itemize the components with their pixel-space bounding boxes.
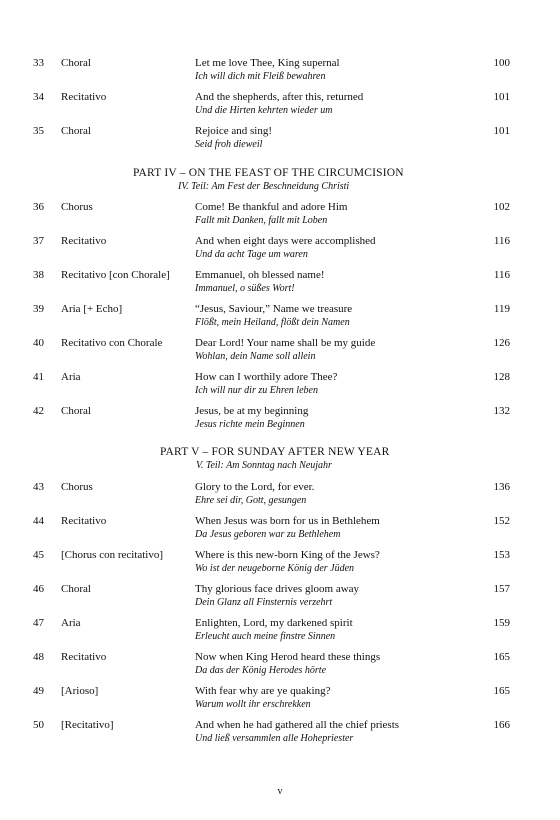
- part-subtitle: V. Teil: Am Sonntag nach Neujahr: [196, 460, 332, 471]
- list-item: [0, 337, 560, 371]
- list-item: [0, 515, 560, 549]
- movement-number: 50: [33, 719, 44, 731]
- page-number: 136: [493, 481, 510, 493]
- movement-type: Recitativo: [61, 91, 107, 103]
- list-item: [0, 201, 560, 235]
- part-title: PART V – FOR SUNDAY AFTER NEW YEAR: [160, 446, 390, 458]
- movement-number: 41: [33, 371, 44, 383]
- page-number: 153: [493, 549, 510, 561]
- list-item: [0, 371, 560, 405]
- movement-number: 40: [33, 337, 44, 349]
- page-number: 116: [493, 269, 510, 281]
- page-number: 100: [493, 57, 510, 69]
- list-item: [0, 549, 560, 583]
- movement-type: Recitativo con Chorale: [61, 337, 163, 349]
- german-title: Jesus richte mein Beginnen: [195, 419, 305, 430]
- german-title: Ehre sei dir, Gott, gesungen: [195, 495, 307, 506]
- english-title: Emmanuel, oh blessed name!: [195, 269, 325, 281]
- part-subtitle: IV. Teil: Am Fest der Beschneidung Christi: [178, 181, 350, 192]
- part-heading: [0, 446, 560, 476]
- german-title: Ich will nur dir zu Ehren leben: [195, 385, 318, 396]
- part-title: PART IV – ON THE FEAST OF THE CIRCUMCISION: [133, 167, 404, 179]
- english-title: Jesus, be at my beginning: [195, 405, 309, 417]
- movement-number: 47: [33, 617, 44, 629]
- page-number: 165: [493, 651, 510, 663]
- german-title: Ich will dich mit Fleiß bewahren: [195, 71, 326, 82]
- english-title: And when eight days were accomplished: [195, 235, 376, 247]
- movement-type: Choral: [61, 405, 91, 417]
- german-title: Da das der König Herodes hörte: [195, 665, 327, 676]
- german-title: Wohlan, dein Name soll allein: [195, 351, 316, 362]
- list-item: [0, 583, 560, 617]
- english-title: Enlighten, Lord, my darkened spirit: [195, 617, 353, 629]
- page-number: 119: [493, 303, 510, 315]
- german-title: Seid froh dieweil: [195, 139, 263, 150]
- movement-type: Recitativo [con Chorale]: [61, 269, 170, 281]
- english-title: Glory to the Lord, for ever.: [195, 481, 315, 493]
- movement-number: 38: [33, 269, 44, 281]
- page-number: 128: [493, 371, 510, 383]
- page-number: 116: [493, 235, 510, 247]
- german-title: Flößt, mein Heiland, flößt dein Namen: [195, 317, 350, 328]
- english-title: When Jesus was born for us in Bethlehem: [195, 515, 380, 527]
- movement-type: Recitativo: [61, 651, 107, 663]
- movement-type: Chorus: [61, 201, 93, 213]
- english-title: “Jesus, Saviour,” Name we treasure: [195, 303, 353, 315]
- part-heading: [0, 167, 560, 197]
- movement-number: 46: [33, 583, 44, 595]
- english-title: With fear why are ye quaking?: [195, 685, 331, 697]
- german-title: Warum wollt ihr erschrekken: [195, 699, 311, 710]
- movement-type: [Arioso]: [61, 685, 99, 697]
- movement-number: 43: [33, 481, 44, 493]
- english-title: Come! Be thankful and adore Him: [195, 201, 348, 213]
- list-item: [0, 57, 560, 91]
- page-number: 101: [493, 91, 510, 103]
- movement-number: 45: [33, 549, 44, 561]
- german-title: Wo ist der neugeborne König der Jüden: [195, 563, 355, 574]
- page-number: 165: [493, 685, 510, 697]
- movement-number: 36: [33, 201, 44, 213]
- page-number: 126: [493, 337, 510, 349]
- list-item: [0, 235, 560, 269]
- page-number: 152: [493, 515, 510, 527]
- movement-number: 44: [33, 515, 44, 527]
- movement-number: 39: [33, 303, 44, 315]
- german-title: Erleucht auch meine finstre Sinnen: [195, 631, 336, 642]
- folio: v: [277, 786, 283, 797]
- page-number: 157: [493, 583, 510, 595]
- list-item: [0, 481, 560, 515]
- page-number: 159: [493, 617, 510, 629]
- german-title: Dein Glanz all Finsternis verzehrt: [195, 597, 333, 608]
- movement-type: [Chorus con recitativo]: [61, 549, 164, 561]
- german-title: Und da acht Tage um waren: [195, 249, 308, 260]
- movement-type: Aria: [61, 371, 81, 383]
- english-title: And when he had gathered all the chief priests: [195, 719, 400, 731]
- german-title: Und ließ versammlen alle Hohepriester: [195, 733, 354, 744]
- movement-type: Recitativo: [61, 235, 107, 247]
- german-title: Fallt mit Danken, fallt mit Loben: [195, 215, 328, 226]
- english-title: Where is this new-born King of the Jews?: [195, 549, 380, 561]
- page-number: 132: [493, 405, 510, 417]
- list-item: [0, 405, 560, 439]
- english-title: Rejoice and sing!: [195, 125, 272, 137]
- movement-type: Choral: [61, 125, 91, 137]
- list-item: [0, 685, 560, 719]
- movement-number: 49: [33, 685, 44, 697]
- english-title: And the shepherds, after this, returned: [195, 91, 364, 103]
- movement-type: Aria: [61, 617, 81, 629]
- movement-number: 42: [33, 405, 44, 417]
- german-title: Da Jesus geboren war zu Bethlehem: [195, 529, 341, 540]
- page-number: 166: [493, 719, 510, 731]
- english-title: Let me love Thee, King supernal: [195, 57, 340, 69]
- page-number: 102: [493, 201, 510, 213]
- list-item: [0, 617, 560, 651]
- movement-type: [Recitativo]: [61, 719, 114, 731]
- movement-type: Choral: [61, 583, 91, 595]
- german-title: Und die Hirten kehrten wieder um: [195, 105, 333, 116]
- list-item: [0, 125, 560, 159]
- list-item: [0, 719, 560, 753]
- movement-number: 34: [33, 91, 44, 103]
- list-item: [0, 303, 560, 337]
- movement-type: Choral: [61, 57, 91, 69]
- english-title: Thy glorious face drives gloom away: [195, 583, 360, 595]
- movement-type: Chorus: [61, 481, 93, 493]
- movement-number: 33: [33, 57, 44, 69]
- english-title: How can I worthily adore Thee?: [195, 371, 338, 383]
- english-title: Dear Lord! Your name shall be my guide: [195, 337, 376, 349]
- movement-type: Aria [+ Echo]: [61, 303, 123, 315]
- movement-number: 48: [33, 651, 44, 663]
- list-item: [0, 269, 560, 303]
- movement-number: 37: [33, 235, 44, 247]
- page-number: 101: [493, 125, 510, 137]
- list-item: [0, 91, 560, 125]
- movement-type: Recitativo: [61, 515, 107, 527]
- english-title: Now when King Herod heard these things: [195, 651, 381, 663]
- movement-number: 35: [33, 125, 44, 137]
- list-item: [0, 651, 560, 685]
- german-title: Immanuel, o süßes Wort!: [195, 283, 295, 294]
